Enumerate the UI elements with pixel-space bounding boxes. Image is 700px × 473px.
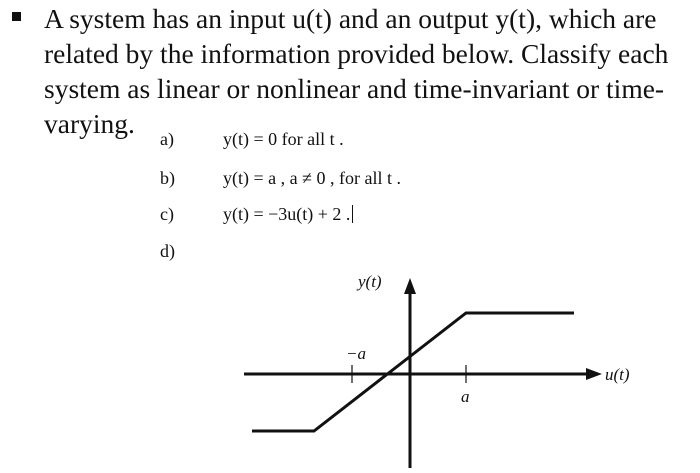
saturation-curve: [252, 313, 574, 431]
problem-line: related by the information provided below. Classify each: [44, 38, 669, 69]
item-equation: y(t) = −3u(t) + 2 .: [223, 203, 353, 225]
item-equation: y(t) = a , a ≠ 0 , for all t .: [223, 168, 401, 188]
problem-line: system as linear or nonlinear and time-invariant or time-: [44, 73, 665, 104]
x-axis-label: u(t): [605, 365, 630, 384]
problem-line: varying.: [44, 108, 135, 139]
item-label: c): [160, 204, 174, 224]
tick-pos-label: a: [461, 387, 470, 406]
item-label: b): [160, 168, 175, 188]
item-equation: y(t) = 0 for all t .: [223, 129, 344, 149]
problem-line: A system has an input u(t) and an output y(t), which are: [44, 3, 657, 34]
x-axis-arrow: [586, 368, 602, 380]
item-label: a): [160, 129, 174, 149]
y-axis-label: y(t): [358, 272, 382, 291]
item-label: d): [160, 241, 175, 261]
tick-neg-label: −a: [346, 344, 366, 363]
y-axis-arrow: [404, 278, 416, 294]
